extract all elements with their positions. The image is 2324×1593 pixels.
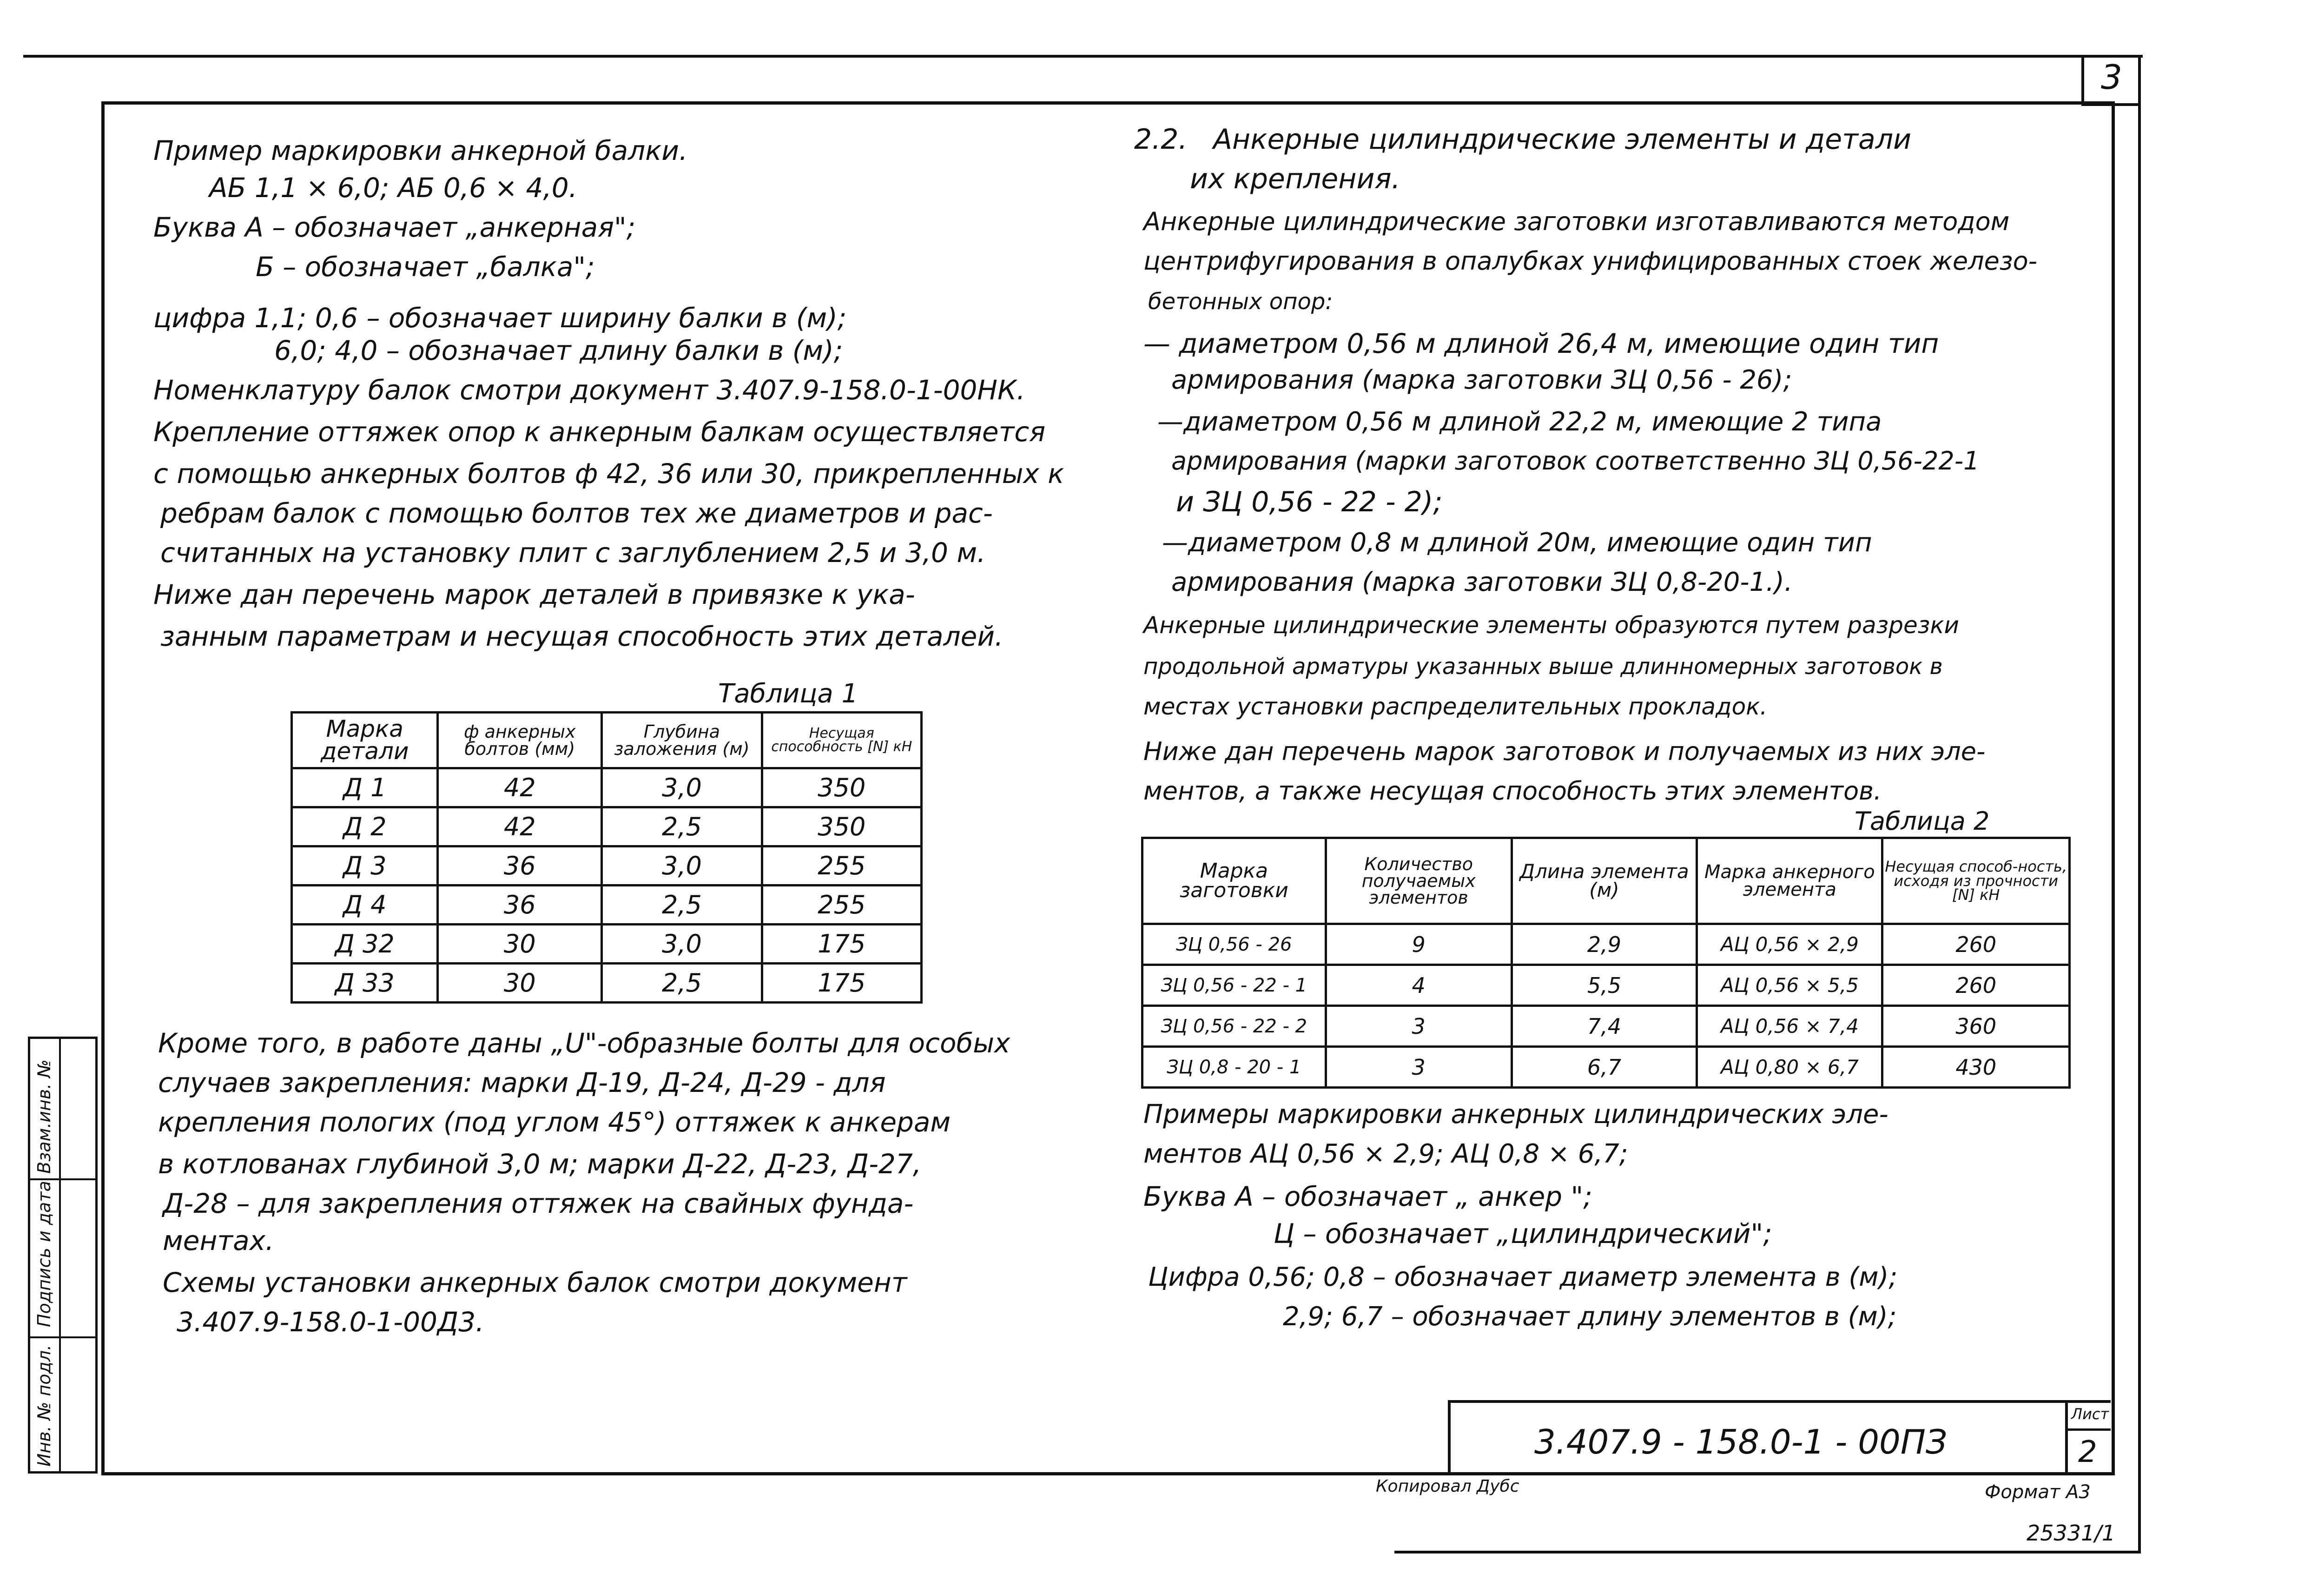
- table1-cell: Д 32: [292, 925, 438, 964]
- text-line: Ц – обозначает „цилиндрический";: [1274, 1218, 1772, 1249]
- table1-caption: Таблица 1: [718, 679, 858, 709]
- text-line: Цифра 0,56; 0,8 – обозначает диаметр элемента в (м);: [1148, 1262, 1898, 1292]
- title-block: [1448, 1400, 2111, 1475]
- table1-cell: 255: [762, 886, 921, 925]
- text-line: центрифугирования в опалубках унифицированных стоек железо-: [1143, 246, 2038, 276]
- table2: [1141, 837, 2071, 1089]
- text-line: с помощью анкерных болтов ф 42, 36 или 30, прикрепленных к: [153, 458, 1064, 489]
- text-line: Примеры маркировки анкерных цилиндрических эле-: [1143, 1099, 1888, 1130]
- table2-header: Количество получаемых элементов: [1326, 838, 1512, 924]
- text-line: Номенклатуру балок смотри документ 3.407.9-158.0-1-00НК.: [153, 374, 1025, 406]
- table-row: [1142, 924, 2070, 965]
- table-row: [292, 925, 922, 964]
- table1-cell: 30: [438, 964, 602, 1003]
- table2-cell: 430: [1882, 1047, 2070, 1088]
- table2-cell: АЦ 0,80 × 6,7: [1697, 1047, 1882, 1088]
- text-line: случаев закрепления: марки Д-19, Д-24, Д-29 - для: [158, 1067, 886, 1098]
- text-line: крепления пологих (под углом 45°) оттяжек к анкерам: [158, 1106, 951, 1138]
- table1-cell: Д 4: [292, 886, 438, 925]
- text-line: и ЗЦ 0,56 - 22 - 2);: [1176, 486, 1443, 518]
- text-line: армирования (марка заготовки ЗЦ 0,8-20-1.).: [1171, 567, 1793, 597]
- text-line: Кроме того, в работе даны „U"-образные болты для особых: [158, 1027, 1010, 1059]
- table1-header: Глубина заложения (м): [602, 713, 762, 768]
- text-line: 2,9; 6,7 – обозначает длину элементов в (м);: [1283, 1302, 1897, 1332]
- text-line: Схемы установки анкерных балок смотри документ: [163, 1267, 907, 1298]
- table2-cell: АЦ 0,56 × 2,9: [1697, 924, 1882, 965]
- table2-header: Длина элемента (м): [1512, 838, 1697, 924]
- table1-cell: 3,0: [602, 925, 762, 964]
- text-line: Крепление оттяжек опор к анкерным балкам осуществляется: [153, 416, 1046, 448]
- table-row: [1142, 1047, 2070, 1088]
- side-stamp-sign: Подпись и дата: [34, 1181, 54, 1327]
- table1: [290, 711, 923, 1004]
- text-line: 6,0; 4,0 – обозначает длину балки в (м);: [274, 335, 843, 366]
- format-label: Формат А3: [1985, 1481, 2091, 1503]
- text-line: ментов АЦ 0,56 × 2,9; АЦ 0,8 × 6,7;: [1143, 1139, 1628, 1169]
- table2-cell: 5,5: [1512, 965, 1697, 1006]
- right-outer-line: [2138, 55, 2141, 1552]
- text-line: ментов, а также несущая способность этих элементов.: [1143, 776, 1882, 806]
- text-line: местах установки распределительных прокладок.: [1143, 693, 1768, 720]
- corner-number: 3: [2101, 58, 2122, 97]
- table1-cell: 350: [762, 768, 921, 807]
- table-row: [292, 807, 922, 846]
- text-line: —диаметром 0,56 м длиной 22,2 м, имеющие 2 типа: [1157, 407, 1882, 437]
- text-line: Д-28 – для закрепления оттяжек на свайных фунда-: [163, 1188, 914, 1219]
- text-line: цифра 1,1; 0,6 – обозначает ширину балки в (м);: [153, 302, 847, 334]
- table1-cell: 42: [438, 807, 602, 846]
- text-line: Буква А – обозначает „анкерная";: [153, 212, 636, 243]
- table2-cell: 3: [1326, 1006, 1512, 1047]
- sheet-number: 2: [2078, 1435, 2097, 1469]
- text-line: ребрам балок с помощью болтов тех же диаметров и рас-: [160, 497, 993, 529]
- text-line: считанных на установку плит с заглублением 2,5 и 3,0 м.: [160, 537, 986, 568]
- bottom-outer-line: [1394, 1551, 2141, 1553]
- table2-cell: ЗЦ 0,56 - 26: [1142, 924, 1326, 965]
- table2-cell: АЦ 0,56 × 5,5: [1697, 965, 1882, 1006]
- copied-by: Копировал Дубс: [1376, 1477, 1519, 1496]
- table2-cell: 3: [1326, 1047, 1512, 1088]
- table1-cell: 42: [438, 768, 602, 807]
- table2-caption: Таблица 2: [1855, 806, 1990, 836]
- side-stamp: [28, 1037, 98, 1474]
- text-line: бетонных опор:: [1148, 289, 1333, 315]
- table1-cell: 3,0: [602, 768, 762, 807]
- table1-cell: 175: [762, 925, 921, 964]
- text-line: —диаметром 0,8 м длиной 20м, имеющие один тип: [1162, 528, 1872, 558]
- table2-cell: 9: [1326, 924, 1512, 965]
- side-stamp-replace: Взам.инв. №: [34, 1059, 54, 1174]
- section-heading: их крепления.: [1190, 163, 1400, 195]
- table2-cell: АЦ 0,56 × 7,4: [1697, 1006, 1882, 1047]
- text-line: занным параметрам и несущая способность этих деталей.: [160, 621, 1004, 652]
- table1-header: Марка детали: [292, 713, 438, 768]
- text-line: Пример маркировки анкерной балки.: [153, 135, 688, 166]
- table1-cell: Д 2: [292, 807, 438, 846]
- table-row: [292, 846, 922, 886]
- text-line: Буква А – обозначает „ анкер ";: [1143, 1181, 1592, 1212]
- top-border-line: [23, 55, 2143, 58]
- text-line: Анкерные цилиндрические элементы образуются путем разрезки: [1143, 612, 1960, 639]
- corner-number-box: [2081, 55, 2140, 106]
- table1-cell: Д 33: [292, 964, 438, 1003]
- table2-cell: ЗЦ 0,56 - 22 - 2: [1142, 1006, 1326, 1047]
- table2-cell: ЗЦ 0,8 - 20 - 1: [1142, 1047, 1326, 1088]
- text-line: в котлованах глубиной 3,0 м; марки Д-22, Д-23, Д-27,: [158, 1148, 922, 1180]
- table2-cell: 7,4: [1512, 1006, 1697, 1047]
- table-row: [292, 768, 922, 807]
- text-line: 3.407.9-158.0-1-00Д3.: [177, 1306, 484, 1338]
- table1-cell: 2,5: [602, 886, 762, 925]
- table1-cell: Д 3: [292, 846, 438, 886]
- text-line: продольной арматуры указанных выше длинномерных заготовок в: [1143, 654, 1943, 680]
- text-line: — диаметром 0,56 м длиной 26,4 м, имеющие один тип: [1143, 328, 1939, 359]
- archive-number: 25331/1: [2027, 1520, 2116, 1546]
- side-stamp-inv: Инв. № подл.: [34, 1344, 54, 1467]
- table2-cell: 260: [1882, 924, 2070, 965]
- table-row: [292, 964, 922, 1003]
- table1-cell: 36: [438, 846, 602, 886]
- table1-cell: 36: [438, 886, 602, 925]
- table2-cell: 360: [1882, 1006, 2070, 1047]
- sheet-label: Лист: [2071, 1405, 2109, 1423]
- section-heading: Анкерные цилиндрические элементы и детали: [1213, 123, 1912, 156]
- section-number: 2.2.: [1134, 123, 1188, 156]
- text-line: Анкерные цилиндрические заготовки изготавливаются методом: [1143, 207, 2010, 236]
- text-line: армирования (марки заготовок соответственно ЗЦ 0,56-22-1: [1171, 446, 1980, 476]
- table1-cell: 3,0: [602, 846, 762, 886]
- table1-cell: 2,5: [602, 964, 762, 1003]
- table1-header: ф анкерных болтов (мм): [438, 713, 602, 768]
- table1-cell: 30: [438, 925, 602, 964]
- table2-cell: 4: [1326, 965, 1512, 1006]
- table-row: [292, 886, 922, 925]
- table2-cell: ЗЦ 0,56 - 22 - 1: [1142, 965, 1326, 1006]
- table1-cell: 2,5: [602, 807, 762, 846]
- text-line: армирования (марка заготовки ЗЦ 0,56 - 26);: [1171, 365, 1792, 395]
- text-line: Б – обозначает „балка";: [256, 251, 595, 283]
- table-row: [1142, 965, 2070, 1006]
- text-line: Ниже дан перечень марок заготовок и получаемых из них эле-: [1143, 737, 1986, 766]
- table2-header: Марка анкерного элемента: [1697, 838, 1882, 924]
- table2-header: Несущая способ-ность, исходя из прочности [N] кН: [1882, 838, 2070, 924]
- table2-cell: 6,7: [1512, 1047, 1697, 1088]
- text-line: Ниже дан перечень марок деталей в привязке к ука-: [153, 579, 915, 610]
- text-line: ментах.: [163, 1225, 274, 1256]
- table2-header: Марка заготовки: [1142, 838, 1326, 924]
- table1-header: Несущая способность [N] кН: [762, 713, 921, 768]
- table-row: [1142, 1006, 2070, 1047]
- table1-cell: Д 1: [292, 768, 438, 807]
- table2-cell: 2,9: [1512, 924, 1697, 965]
- text-line: АБ 1,1 × 6,0; АБ 0,6 × 4,0.: [209, 172, 578, 204]
- table1-cell: 255: [762, 846, 921, 886]
- table1-cell: 175: [762, 964, 921, 1003]
- table2-cell: 260: [1882, 965, 2070, 1006]
- document-code: 3.407.9 - 158.0-1 - 00ПЗ: [1534, 1422, 1948, 1461]
- table1-cell: 350: [762, 807, 921, 846]
